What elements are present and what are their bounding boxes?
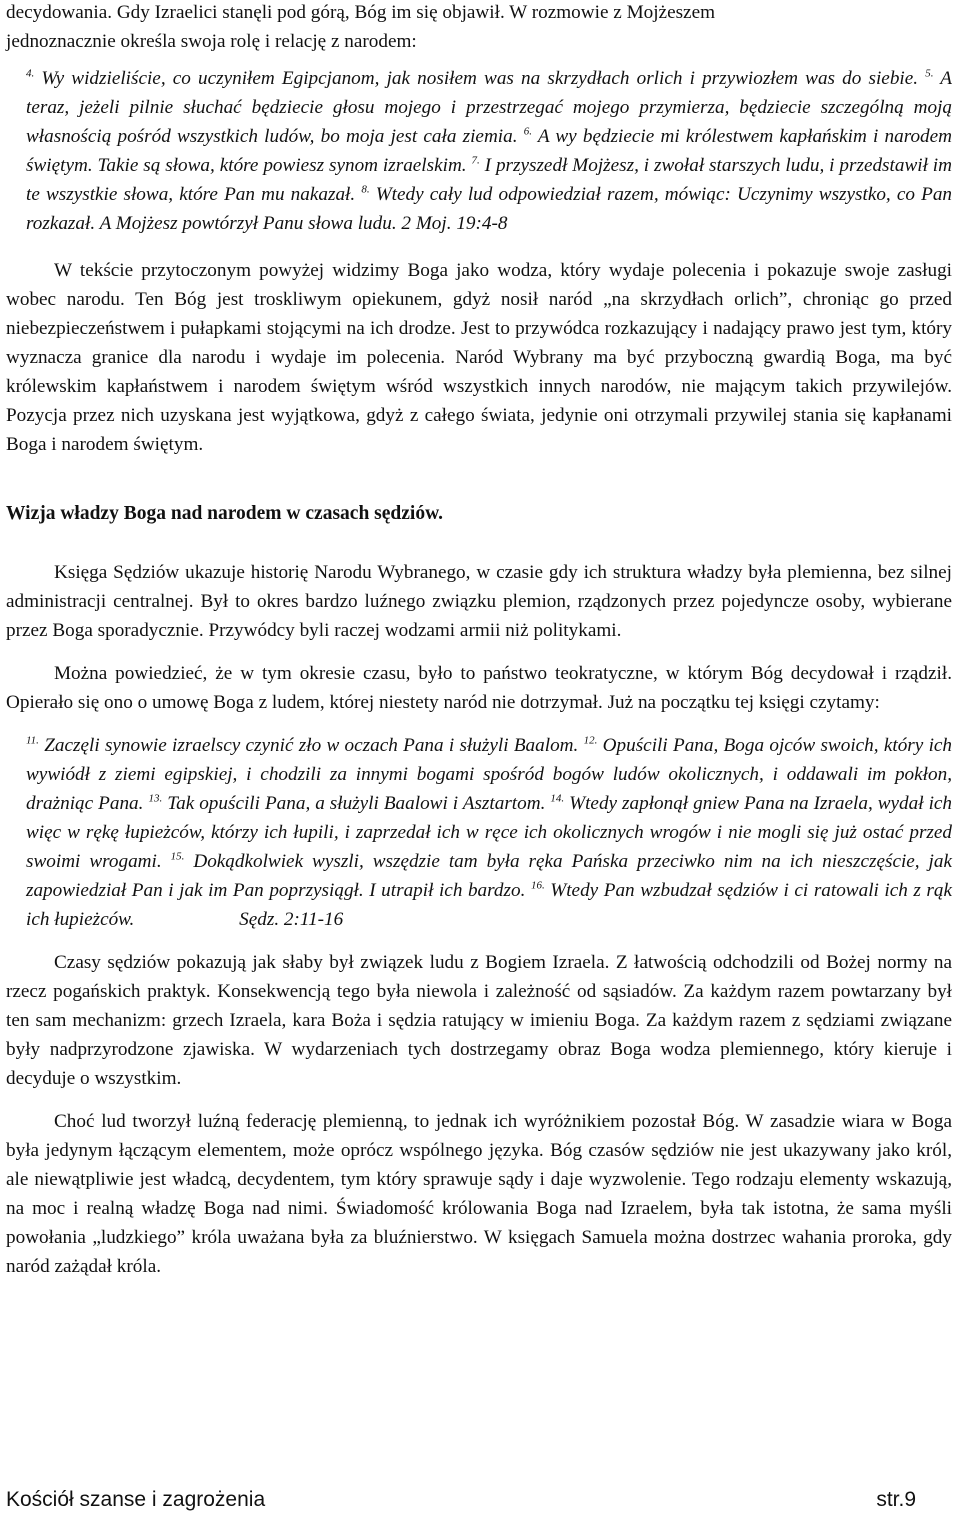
- verse-number: 11.: [26, 734, 39, 747]
- verse-number: 7.: [471, 154, 480, 167]
- verse-text: Opuścili Pana, Boga ojców swoich, który ich wywiódł z ziemi egipskiej, i chodzili za innymi bogami spośród bogów ludów okolicznych, i oddawali im pokłon, drażniąc Pana.: [26, 735, 953, 814]
- bible-quote-exodus: [6, 64, 952, 238]
- page-number: str.9: [876, 1488, 916, 1511]
- verse-text: Zaczęli synowie izraelscy czynić zło w oczach Pana i służyli Baalom.: [38, 735, 579, 756]
- body-paragraph: Choć lud tworzył luźną federację plemienną, to jednak ich wyróżnikiem pozostał Bóg. W zasadzie wiara w Boga była jedynym łączącym elementem, może oprócz wspólnego języka. Bóg czasów sędziów nie jest ukazywany jako król, ale niewątpliwie jest władcą, decydentem, tym który sprawuje sądy i daje wyzwolenie. Tego rodzaju elementy wskazują, na moc i realną władzę Boga nad nimi. Świadomość królowania Boga nad Izraelem, była tak istotna, że sama myśli powołania „ludzkiego” króla uważana była za bluźnierstwo. W księgach Samuela można dostrzec wahania proroka, gdy naród zażądał króla.: [6, 1111, 952, 1277]
- verse-number: 5.: [925, 67, 934, 80]
- verse-text: A teraz, jeżeli pilnie słuchać będziecie głosu mojego i przestrzegać mojego przymierza, będziecie szczególną moją własnością pośród wszystkich ludów, bo moja jest cała ziemia.: [26, 68, 952, 147]
- verse-number: 14.: [550, 792, 565, 805]
- verse-number: 16.: [530, 879, 545, 892]
- verse-number: 4.: [26, 67, 35, 80]
- intro-line-1: decydowania. Gdy Izraelici stanęli pod górą, Bóg im się objawił. W rozmowie z Mojżeszem: [6, 2, 716, 23]
- verse-text: Dokądkolwiek wyszli, wszędzie tam była ręka Pańska przeciwko nim na ich nieszczęście, jak zapowiedział Pan i jak im Pan poprzysiągł. I utrapił ich bardzo.: [26, 851, 952, 901]
- verse-number: 12.: [583, 734, 598, 747]
- verse-text: Wtedy cały lud odpowiedział razem, mówiąc: Uczynimy wszystko, co Pan rozkazał. A Mojżesz powtórzył Panu słowa ludu. 2 Moj. 19:4-8: [26, 184, 953, 234]
- verse-text: Wy widzieliście, co uczyniłem Egipcjanom, jak nosiłem was na skrzydłach orlich i przywiozłem was do siebie.: [34, 68, 919, 89]
- footer-title: Kościół szanse i zagrożenia: [6, 1488, 266, 1511]
- body-paragraph: Można powiedzieć, że w tym okresie czasu, było to państwo teokratyczne, w którym Bóg decydował i rządził. Opierało się ono o umowę Boga z ludem, której niestety naród nie dotrzymał. Już na początku tej księgi czytamy:: [6, 663, 952, 713]
- intro-paragraph: [6, 0, 952, 56]
- section-heading: Wizja władzy Boga nad narodem w czasach sędziów.: [6, 503, 443, 524]
- verse-text: Tak opuścili Pana, a służyli Baalowi i Asztartom.: [162, 793, 546, 814]
- verse-number: 8.: [361, 183, 370, 196]
- body-paragraph: Księga Sędziów ukazuje historię Narodu Wybranego, w czasie gdy ich struktura władzy była plemienna, bez silnej administracji centralnej. Był to okres bardzo luźnego związku plemion, rządzonych przez pojedyncze osoby, wybierane przez Boga sporadycznie. Przywódcy byli raczej wodzami armii niż politykami.: [6, 562, 952, 641]
- body-paragraph: Czasy sędziów pokazują jak słaby był związek ludu z Bogiem Izraela. Z łatwością odchodzili od Bożej normy na rzecz pogańskich praktyk. Konsekwencją tego była niewola i zależność od sąsiadów. Za każdym razem powtarzany był ten sam mechanizm: grzech Izraela, kara Boża i sędzia ratujący w imieniu Boga. Za każdym razem z sędziami związane były nadprzyrodzone zjawiska. W wydarzeniach tych dostrzegamy obraz Boga wodza plemiennego, który kieruje i decyduje o wszystkim.: [6, 952, 952, 1089]
- intro-line-2: jednoznacznie określa swoja rolę i relację z narodem:: [6, 31, 417, 52]
- verse-text: A wy będziecie mi królestwem kapłańskim i narodem świętym. Takie są słowa, które powiesz synom izraelskim.: [26, 126, 953, 176]
- page-footer: [6, 1488, 916, 1512]
- verse-number: 6.: [523, 125, 532, 138]
- bible-reference: Sędz. 2:11-16: [239, 909, 344, 930]
- verse-number: 15.: [170, 850, 185, 863]
- verse-number: 13.: [148, 792, 163, 805]
- bible-quote-judges: [6, 731, 952, 934]
- verse-text: Wtedy Pan wzbudzał sędziów i ci ratowali ich z rąk ich łupieżców.: [26, 880, 953, 930]
- verse-text: I przyszedł Mojżesz, i zwołał starszych ludu, i przedstawił im te wszystkie słowa, które Pan mu nakazał.: [26, 155, 952, 205]
- verse-text: Wtedy zapłonął gniew Pana na Izraela, wydał ich więc w rękę łupieżców, którzy ich łupili, i zaprzedał ich w ręce ich okolicznych wrogów i nie mogli się już ostać przed swoimi wrogami.: [26, 793, 953, 872]
- body-paragraph: W tekście przytoczonym powyżej widzimy Boga jako wodza, który wydaje polecenia i pokazuje swoje zasługi wobec narodu. Ten Bóg jest troskliwym opiekunem, gdyż nosił naród „na skrzydłach orlich”, chroniąc go przed niebezpieczeństwem i pułapkami stojącymi na ich drodze. Jest to przywódca rozkazujący i nadający prawo jest tym, który wyznacza granice dla narodu i wydaje im polecenia. Naród Wybrany ma być przyboczną gwardią Boga, ma być królewskim kapłaństwem i narodem świętym wśród wszystkich innych narodów, nie mającym takich przywilejów. Pozycja przez nich uzyskana jest wyjątkowa, gdyż z całego świata, jedynie oni otrzymali przywilej stania się kapłanami Boga i narodem świętym.: [6, 260, 952, 455]
- document-page: [6, 0, 952, 1281]
